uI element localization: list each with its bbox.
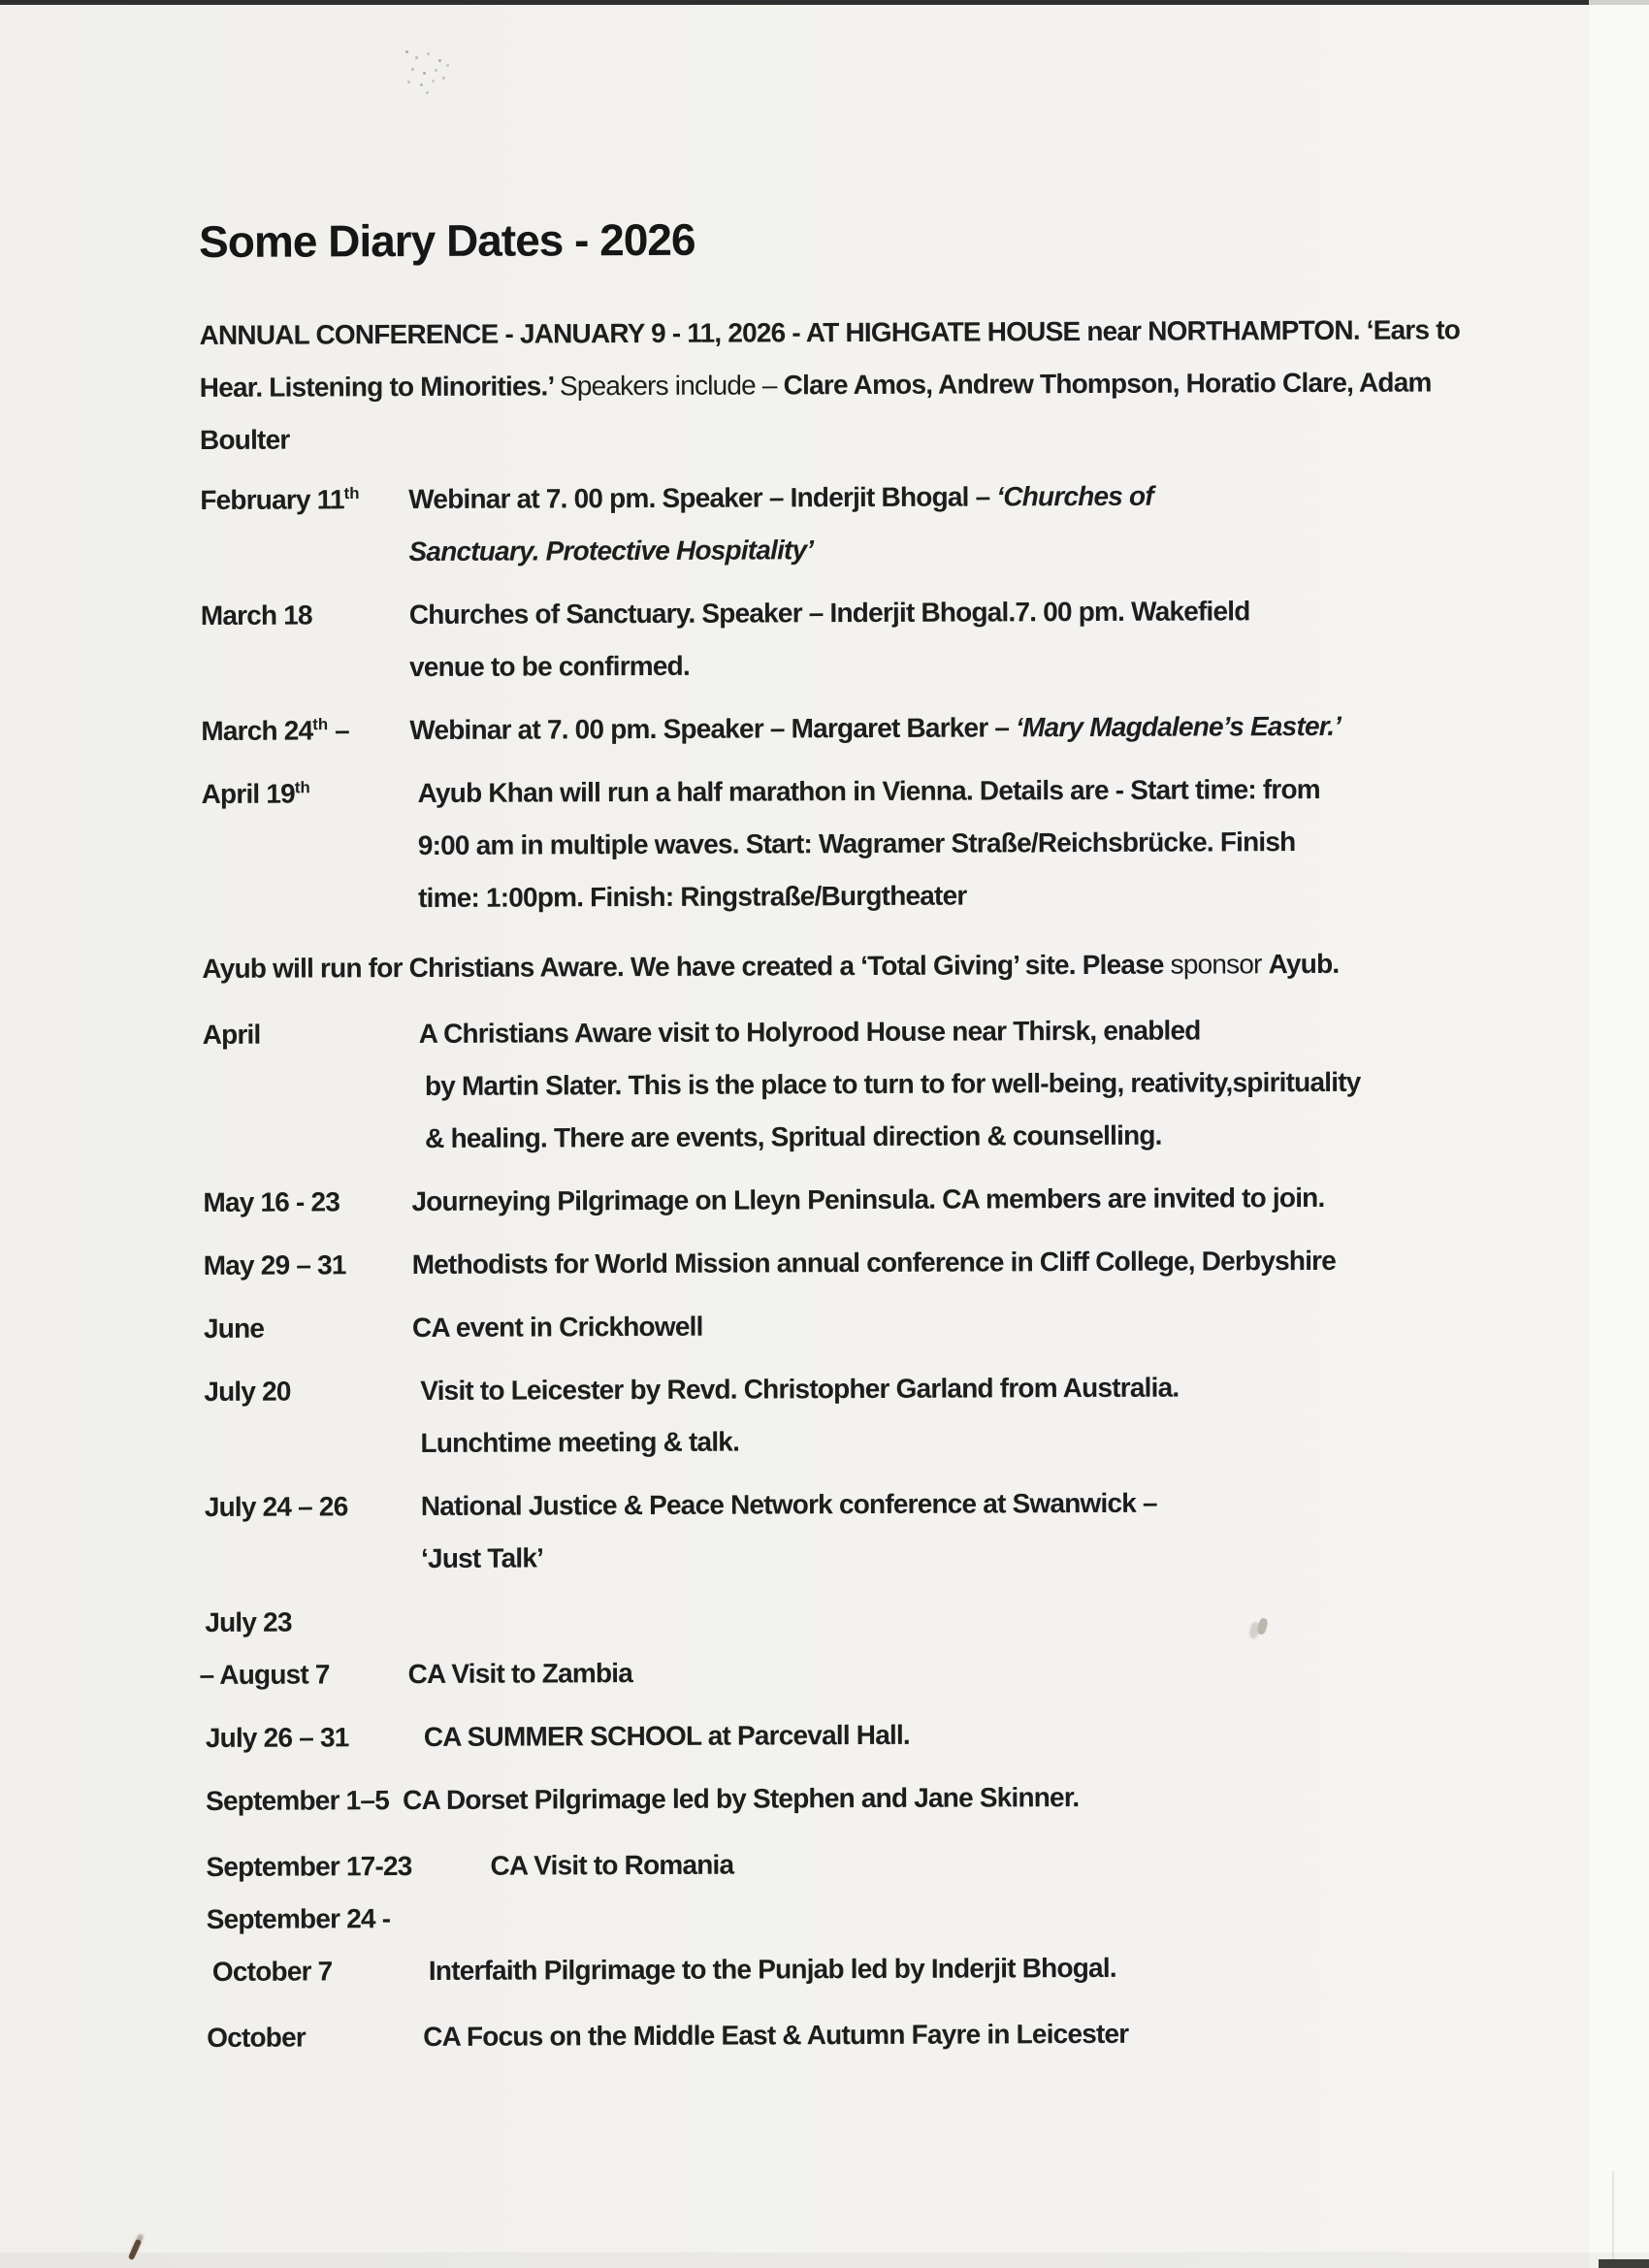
- text-segment: Ayub will run for Christians Aware. We have created a ‘Total Giving’ site. Please: [202, 949, 1171, 984]
- diary-entry-line: [201, 698, 1578, 757]
- diary-entry-line: [206, 1705, 1583, 1764]
- entry-date-text: September 17-23: [206, 1850, 412, 1882]
- text-segment: time: 1:00pm. Finish: Ringstraße/Burgtheater: [417, 880, 967, 913]
- diary-entry-line: [206, 1768, 1583, 1827]
- intro-line: [199, 303, 1576, 361]
- entry-description: [408, 524, 813, 578]
- entry-date-text: July 24 – 26: [204, 1490, 348, 1522]
- entry-description: [403, 1771, 1079, 1827]
- text-segment: venue to be confirmed.: [408, 650, 690, 682]
- document-content: [199, 211, 1584, 2064]
- entry-date-text: April: [202, 1019, 261, 1050]
- diary-entry-line: [204, 1359, 1581, 1417]
- text-segment: CA Visit to Romania: [490, 1849, 734, 1881]
- diary-entry-line: [206, 1834, 1583, 1893]
- text-segment: CA Focus on the Middle East & Autumn Fayre in Leicester: [423, 2018, 1129, 2052]
- text-segment: Ayub.: [1268, 948, 1340, 979]
- entry-date-ordinal: th: [312, 714, 329, 733]
- entry-date-text: July 26 – 31: [205, 1721, 349, 1753]
- entry-date: [201, 589, 409, 642]
- entry-description: [409, 639, 690, 693]
- intro-text: [200, 356, 1432, 414]
- text-segment: 9:00 am in multiple waves. Start: Wagramer Straße/Reichsbrücke. Finish: [417, 826, 1296, 860]
- paragraph-line: [202, 936, 1579, 994]
- entry-description: [417, 763, 1320, 820]
- diary-entry-line: [205, 1474, 1582, 1533]
- entry-description: [421, 1532, 543, 1585]
- text-segment: Interfaith Pilgrimage to the Punjab led by Inderjit Bhogal.: [428, 1952, 1116, 1986]
- intro-text: [200, 413, 290, 466]
- entry-description: [409, 585, 1250, 641]
- entry-date-text: September 1–5: [206, 1784, 390, 1816]
- text-segment: Clare Amos, Andrew Thompson, Horatio Clare, Adam: [783, 367, 1432, 400]
- paragraph-text: [202, 937, 1339, 994]
- entry-date: [205, 1596, 413, 1649]
- entry-description: [408, 470, 1153, 525]
- diary-entry-line: [205, 1590, 1582, 1648]
- intro-line: [200, 407, 1577, 466]
- entry-date: [200, 473, 408, 527]
- diary-entry-line: [204, 1296, 1581, 1354]
- text-segment: ‘Churches of: [996, 480, 1153, 512]
- text-segment: Hear. Listening to Minorities.’: [199, 370, 560, 403]
- entry-date: [212, 1945, 421, 1998]
- entry-date: [206, 1774, 414, 1828]
- entry-date: [203, 1113, 411, 1166]
- diary-entry-line: [203, 1002, 1580, 1060]
- entry-date: [204, 1302, 412, 1355]
- text-segment: sponsor: [1170, 948, 1269, 980]
- entry-date-text: October: [207, 2022, 307, 2053]
- diary-entry-line: [207, 1887, 1584, 1945]
- entry-date-text: July 20: [204, 1376, 291, 1407]
- entry-description: [409, 699, 1341, 756]
- pencil-smudge-mark: [405, 50, 408, 53]
- entry-date: [204, 1417, 412, 1471]
- entry-description: [423, 2007, 1128, 2062]
- entry-date-ordinal: th: [294, 777, 310, 796]
- text-segment: & healing. There are events, Spritual direction & counselling.: [425, 1119, 1162, 1153]
- intro-paragraph: [199, 303, 1577, 466]
- entry-description: [420, 1361, 1179, 1416]
- text-segment: Sanctuary. Protective Hospitality’: [408, 534, 814, 567]
- text-segment: ‘Mary Magdalene’s Easter.’: [1016, 710, 1342, 742]
- entry-date: [206, 1840, 414, 1894]
- scan-right-edge: [1589, 0, 1649, 2268]
- diary-entry-line: [200, 468, 1577, 526]
- diary-entries-list: [200, 468, 1584, 2063]
- entry-date: [205, 1533, 413, 1586]
- entry-date-text: March 18: [200, 599, 312, 631]
- entry-date: [203, 1008, 411, 1061]
- entry-description: [407, 1647, 632, 1701]
- entry-date: [204, 1365, 412, 1418]
- entry-date: [205, 1480, 413, 1534]
- text-segment: CA event in Crickhowell: [411, 1311, 703, 1343]
- entry-date-text: February 11: [200, 483, 344, 515]
- scan-edge-bottom: [0, 2252, 1649, 2268]
- intro-line: [200, 355, 1577, 413]
- entry-date-ordinal: th: [343, 483, 360, 502]
- text-segment: Lunchtime meeting & talk.: [420, 1426, 740, 1458]
- entry-date: [203, 1060, 411, 1114]
- entry-description: [420, 1415, 739, 1469]
- entry-description: [424, 1708, 910, 1763]
- entry-date: [206, 1711, 414, 1765]
- entry-description: [425, 1109, 1162, 1164]
- entry-date: [202, 872, 410, 925]
- entry-description: [412, 1234, 1337, 1290]
- entry-date: [202, 820, 410, 873]
- text-segment: ‘Just Talk’: [420, 1542, 544, 1573]
- document-title: Some Diary Dates - 2026: [198, 213, 695, 267]
- text-segment: Visit to Leicester by Revd. Christopher Garland from Australia.: [420, 1372, 1180, 1406]
- diary-entry-line: [204, 1411, 1581, 1470]
- entry-date: [204, 1239, 412, 1292]
- text-segment: by Martin Slater. This is the place to turn to for well-being, reativity,spirituality: [424, 1066, 1361, 1101]
- diary-entry-line: [201, 583, 1578, 641]
- entry-description: [425, 1055, 1361, 1112]
- intro-text: [199, 304, 1460, 362]
- text-segment: National Justice & Peace Network conference at Swanwick –: [420, 1487, 1157, 1521]
- diary-entry-line: [199, 1642, 1582, 1701]
- entry-description: [421, 1476, 1157, 1532]
- diary-entry-line: [207, 2005, 1584, 2063]
- diary-entry-line: [201, 761, 1578, 820]
- entry-date-text: October 7: [211, 1956, 333, 1987]
- text-segment: Journeying Pilgrimage on Lleyn Peninsula. CA members are invited to join.: [411, 1182, 1325, 1216]
- diary-entry-line: [200, 520, 1577, 578]
- entry-date: [201, 641, 409, 695]
- entry-date-text: May 16 - 23: [203, 1185, 340, 1217]
- text-segment: CA Dorset Pilgrimage led by Stephen and Jane Skinner.: [403, 1781, 1080, 1815]
- entry-description: [429, 1941, 1116, 1996]
- text-segment: Methodists for World Mission annual conference in Cliff College, Derbyshire: [411, 1245, 1337, 1280]
- entry-description: [411, 1172, 1324, 1228]
- diary-entry-line: [205, 1527, 1582, 1585]
- entry-date: [207, 2011, 415, 2064]
- entry-date-text: March 24: [201, 715, 313, 746]
- diary-entry-line: [207, 1939, 1584, 1997]
- entry-description: [418, 869, 967, 923]
- text-segment: Ayub Khan will run a half marathon in Vienna. Details are - Start time: from: [417, 773, 1320, 808]
- diary-entry-line: [204, 1233, 1581, 1291]
- entry-date-text: – August 7: [199, 1659, 330, 1690]
- text-segment: A Christians Aware visit to Holyrood House near Thirsk, enabled: [418, 1015, 1201, 1049]
- diary-entry-line: [203, 1107, 1580, 1165]
- entry-date-text: July 23: [205, 1606, 292, 1637]
- entry-date-text: April 19: [201, 778, 295, 809]
- entry-date-tail: –: [328, 714, 349, 746]
- entry-date: [199, 1648, 407, 1701]
- diary-entry-line: [202, 814, 1579, 872]
- diary-entry-line: [201, 635, 1578, 694]
- scan-edge-top: [0, 0, 1649, 5]
- diary-entry-line: [203, 1170, 1580, 1228]
- text-segment: CA SUMMER SCHOOL at Parcevall Hall.: [423, 1719, 910, 1752]
- entry-description: [418, 816, 1296, 872]
- entry-description: [490, 1838, 733, 1892]
- entry-date-text: September 24 -: [206, 1902, 391, 1934]
- entry-date: [201, 704, 409, 758]
- diary-entry-line: [202, 866, 1579, 924]
- entry-date: [201, 767, 409, 821]
- text-segment: Churches of Sanctuary. Speaker – Inderjit Bhogal.7. 00 pm. Wakefield: [408, 595, 1250, 630]
- text-segment: Boulter: [199, 424, 290, 455]
- text-segment: Webinar at 7. 00 pm. Speaker – Inderjit Bhogal –: [408, 481, 997, 514]
- text-segment: CA Visit to Zambia: [407, 1657, 633, 1689]
- entry-date-text: June: [203, 1312, 265, 1344]
- entry-date: [203, 1176, 411, 1229]
- entry-description: [419, 1004, 1201, 1060]
- text-segment: Speakers include –: [559, 369, 784, 401]
- entry-date-text: May 29 – 31: [203, 1248, 346, 1280]
- entry-date: [207, 1893, 415, 1946]
- entry-date: [200, 526, 408, 579]
- text-segment: ANNUAL CONFERENCE - JANUARY 9 - 11, 2026 - AT HIGHGATE HOUSE near NORTHAMPTON. ‘Ears to: [199, 313, 1461, 350]
- text-segment: Webinar at 7. 00 pm. Speaker – Margaret Barker –: [409, 711, 1017, 745]
- diary-entry-line: [203, 1054, 1580, 1113]
- entry-description: [412, 1300, 703, 1353]
